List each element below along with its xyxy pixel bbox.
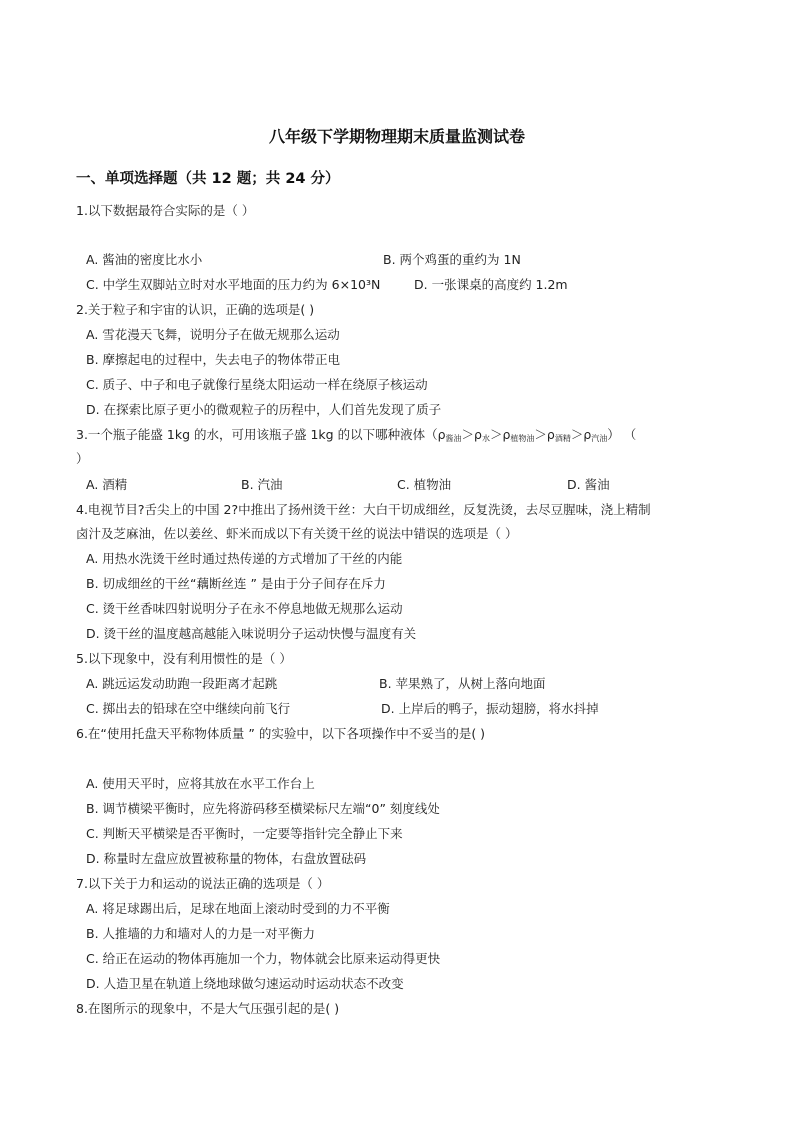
question-4-option-b: B. 切成细丝的干丝“藕断丝连 ” 是由于分子间存在斥力 <box>86 576 386 591</box>
greater-than-rho: ＞ρ <box>489 427 511 442</box>
question-3-stem-end: ） （ <box>607 427 637 442</box>
question-3-stem-prefix: 3.一个瓶子能盛 1kg 的水，可用该瓶子盛 1kg 的以下哪种液体（ρ <box>76 427 446 442</box>
question-4-stem-line-1: 4.电视节目?舌尖上的中国 2?中推出了扬州烫干丝：大白干切成细丝，反复洗烫，去尽豆腥味，浇上精制 <box>76 502 651 517</box>
question-3-stem <box>76 427 636 447</box>
question-2-option-b: B. 摩擦起电的过程中，失去电子的物体带正电 <box>86 352 341 367</box>
question-3-option-b: B. 汽油 <box>241 477 283 492</box>
question-6-option-d: D. 称量时左盘应放置被称量的物体，右盘放置砝码 <box>86 851 367 866</box>
question-7-option-a: A. 将足球踢出后，足球在地面上滚动时受到的力不平衡 <box>86 901 390 916</box>
density-subscript-water: 水 <box>481 434 490 443</box>
question-5-stem: 5.以下现象中，没有利用惯性的是（ ） <box>76 651 292 666</box>
question-7-option-c: C. 给正在运动的物体再施加一个力，物体就会比原来运动得更快 <box>86 951 441 966</box>
question-1-option-b: B. 两个鸡蛋的重约为 1N <box>383 252 521 267</box>
question-4-option-c: C. 烫干丝香味四射说明分子在永不停息地做无规那么运动 <box>86 601 403 616</box>
question-6-option-c: C. 判断天平横梁是否平衡时，一定要等指针完全静止下来 <box>86 826 403 841</box>
question-3-stem-line-2: ） <box>76 451 89 466</box>
question-4-option-a: A. 用热水洗烫干丝时通过热传递的方式增加了干丝的内能 <box>86 551 403 566</box>
question-5-option-b: B. 苹果熟了，从树上落向地面 <box>379 676 546 691</box>
density-subscript-vegetable-oil: 植物油 <box>510 434 535 443</box>
question-8-stem: 8.在图所示的现象中，不是大气压强引起的是( ) <box>76 1001 340 1016</box>
greater-than-rho: ＞ρ <box>461 427 482 442</box>
question-2-option-a: A. 雪花漫天飞舞，说明分子在做无规那么运动 <box>86 327 340 342</box>
question-7-stem: 7.以下关于力和运动的说法正确的选项是（ ） <box>76 876 330 891</box>
question-5-option-c: C. 掷出去的铅球在空中继续向前飞行 <box>86 701 291 716</box>
question-6-option-b: B. 调节横梁平衡时，应先将游码移至横梁标尺左端“0” 刻度线处 <box>86 801 440 816</box>
question-1-option-d: D. 一张课桌的高度约 1.2m <box>414 277 568 292</box>
page-title: 八年级下学期物理期末质量监测试卷 <box>268 127 525 146</box>
question-3-option-c: C. 植物油 <box>397 477 452 492</box>
question-5-option-a: A. 跳远运发动助跑一段距离才起跳 <box>86 676 278 691</box>
question-7-option-d: D. 人造卫星在轨道上绕地球做匀速运动时运动状态不改变 <box>86 976 404 991</box>
question-3-option-d: D. 酱油 <box>567 477 610 492</box>
section-heading: 一、单项选择题（共 12 题；共 24 分） <box>76 171 340 187</box>
question-3-option-a: A. 酒精 <box>86 477 128 492</box>
question-2-option-c: C. 质子、中子和电子就像行星绕太阳运动一样在绕原子核运动 <box>86 377 428 392</box>
question-2-option-d: D. 在探索比原子更小的微观粒子的历程中，人们首先发现了质子 <box>86 402 442 417</box>
greater-than-rho: ＞ρ <box>534 427 555 442</box>
question-5-option-d: D. 上岸后的鸭子，振动翅膀，将水抖掉 <box>381 701 599 716</box>
density-subscript-gasoline: 汽油 <box>591 434 608 443</box>
question-2-stem: 2.关于粒子和宇宙的认识，正确的选项是( ) <box>76 302 315 317</box>
question-1-option-a: A. 酱油的密度比水小 <box>86 252 203 267</box>
question-1-option-c: C. 中学生双脚站立时对水平地面的压力约为 6×10³N <box>86 277 381 292</box>
question-1-stem: 1.以下数据最符合实际的是（ ） <box>76 203 255 218</box>
question-6-option-a: A. 使用天平时，应将其放在水平工作台上 <box>86 776 315 791</box>
density-subscript-soy-sauce: 酱油 <box>445 434 462 443</box>
density-subscript-alcohol: 酒精 <box>554 434 571 443</box>
question-7-option-b: B. 人推墙的力和墙对人的力是一对平衡力 <box>86 926 316 941</box>
question-4-option-d: D. 烫干丝的温度越高越能入味说明分子运动快慢与温度有关 <box>86 626 417 641</box>
question-4-stem-line-2: 卤汁及芝麻油，佐以姜丝、虾米而成以下有关烫干丝的说法中错误的选项是（ ） <box>76 526 518 541</box>
question-6-stem: 6.在“使用托盘天平称物体质量 ” 的实验中，以下各项操作中不妥当的是( ) <box>76 726 486 741</box>
greater-than-rho: ＞ρ <box>570 427 592 442</box>
